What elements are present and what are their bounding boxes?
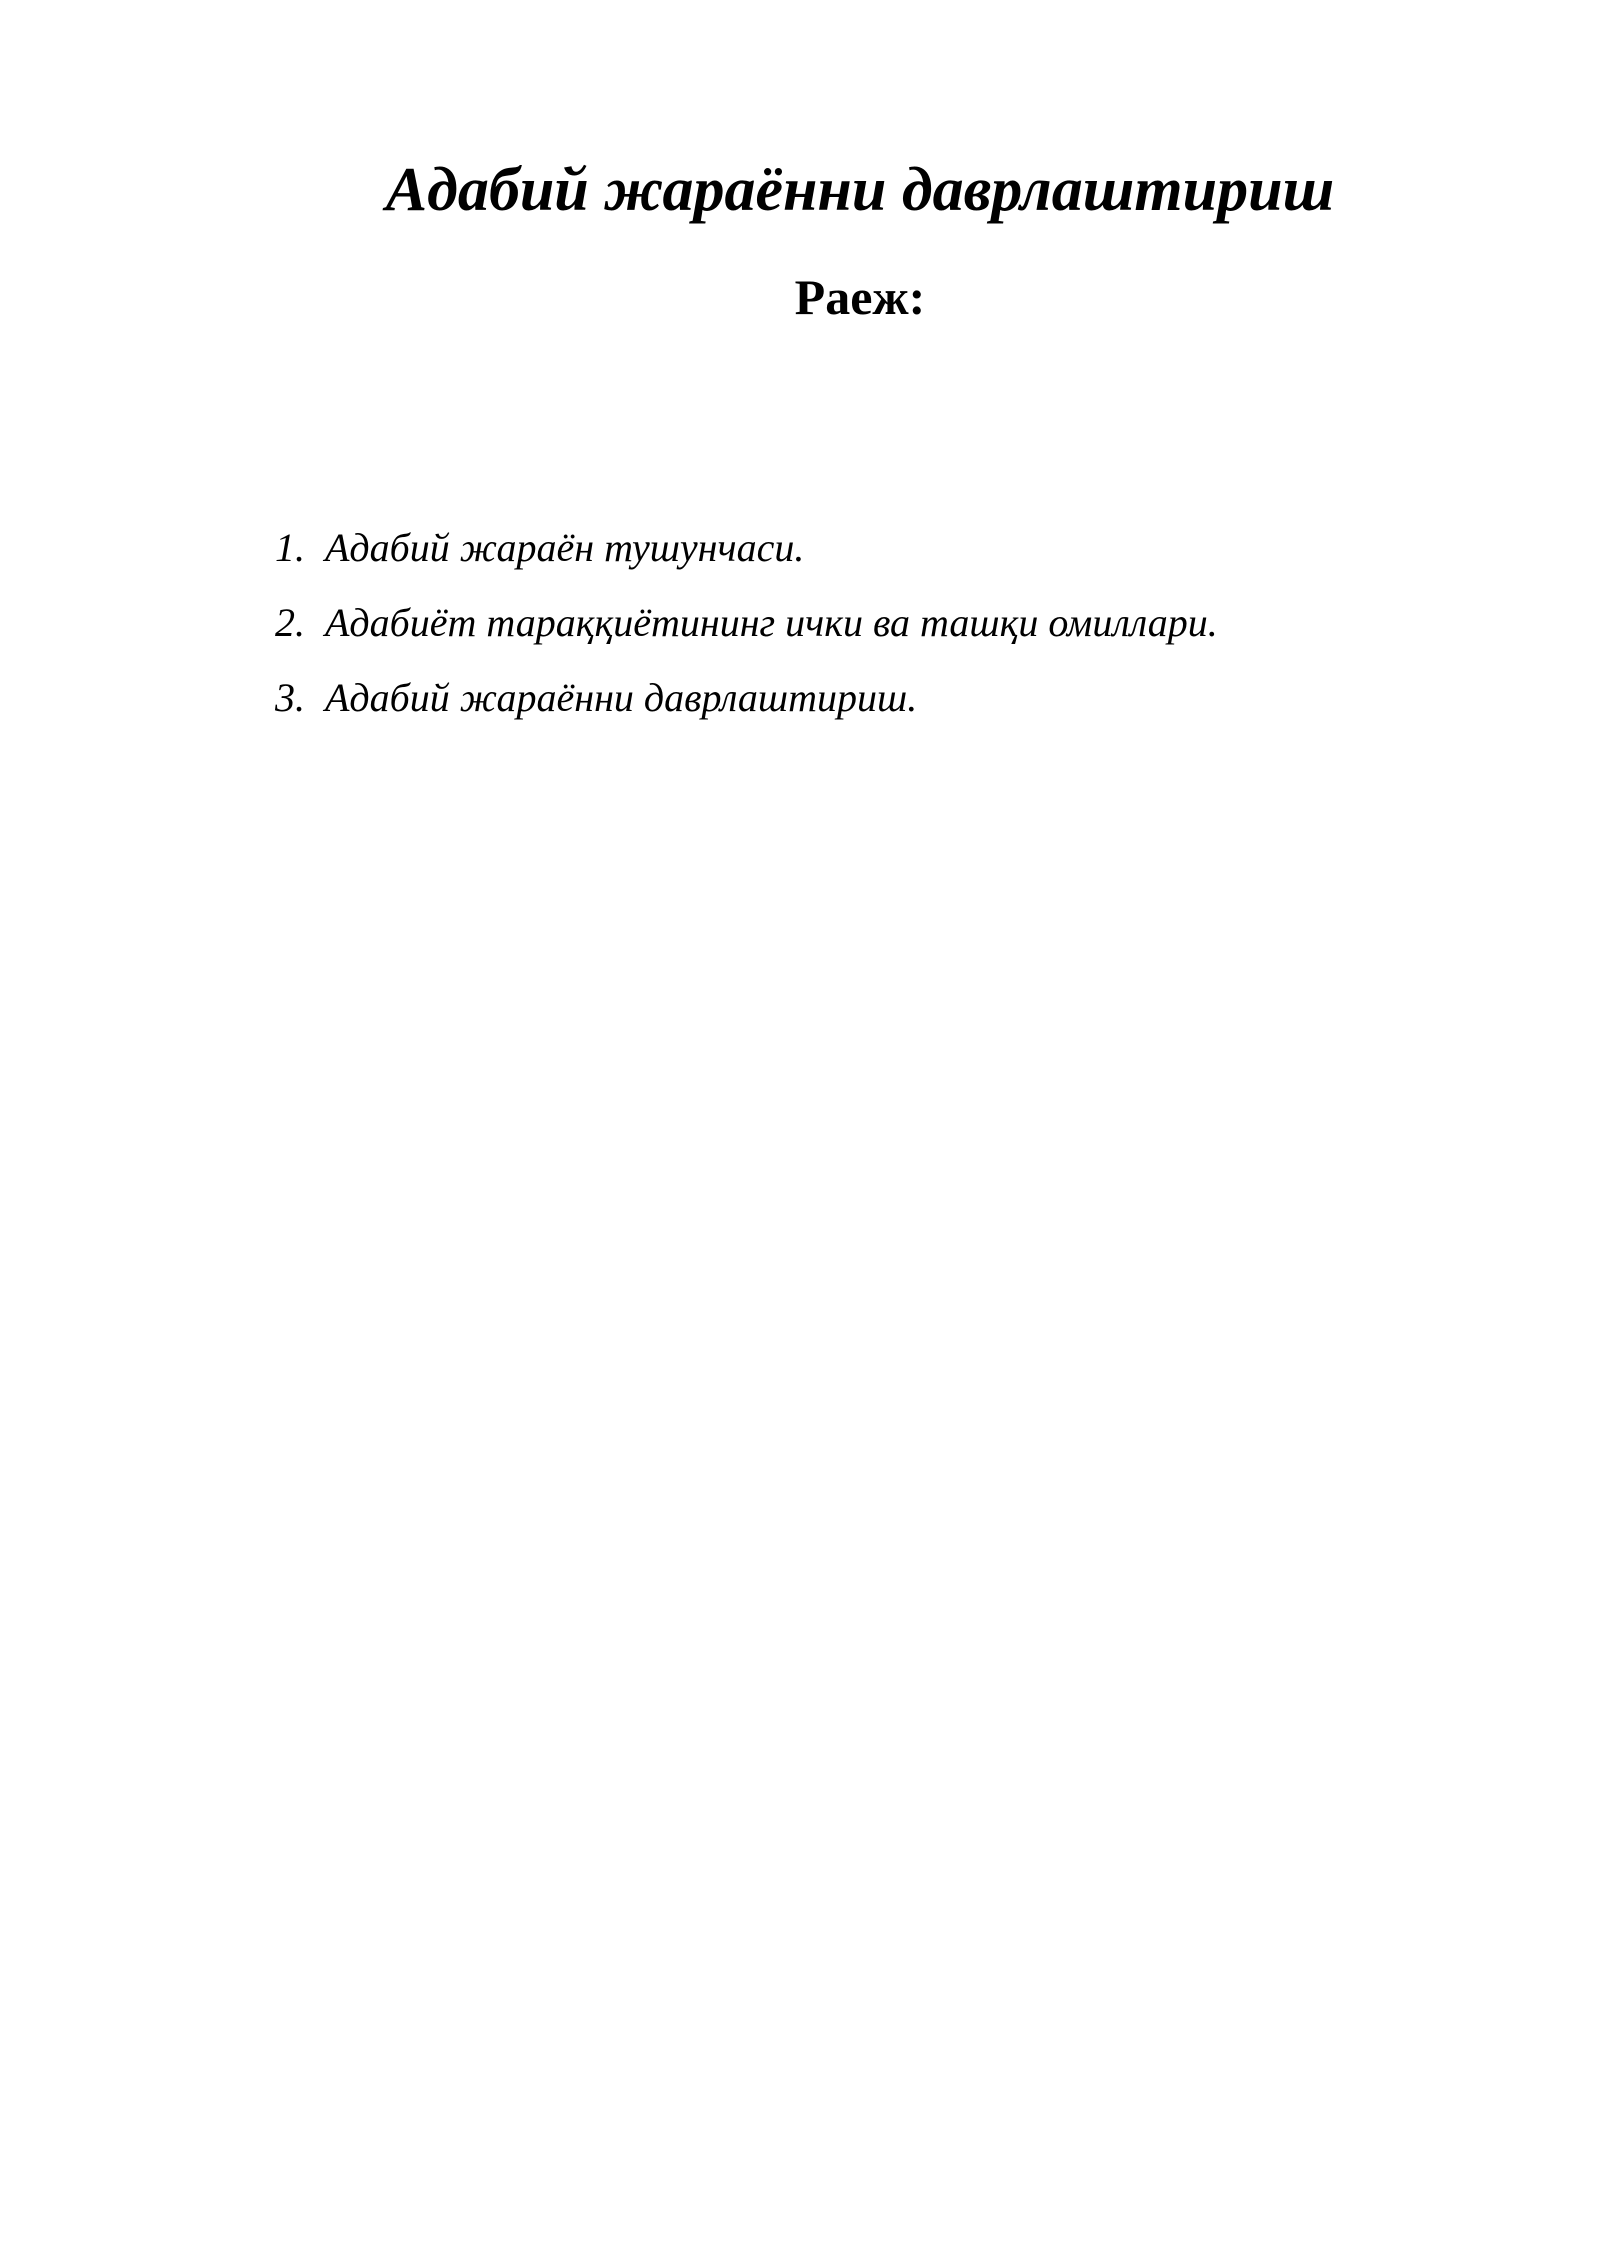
list-item <box>275 660 1218 735</box>
list-item-text: Адабий жараён тушунчаси. <box>325 525 805 570</box>
list-item-number: 1. <box>275 525 305 570</box>
document-title: Адабий жараённи даврлаштириш <box>385 156 1335 224</box>
list-item-number: 2. <box>275 600 305 645</box>
list-item-text: Адабиёт тараққиётининг ички ва ташқи омиллари. <box>325 600 1218 645</box>
list-item-text: Адабий жараённи даврлаштириш. <box>325 675 918 720</box>
document-subtitle: Раеж: <box>794 269 926 325</box>
list-item <box>275 585 1218 660</box>
list-item-number: 3. <box>275 675 305 720</box>
list-item <box>275 510 1218 585</box>
plan-list <box>275 510 1218 735</box>
